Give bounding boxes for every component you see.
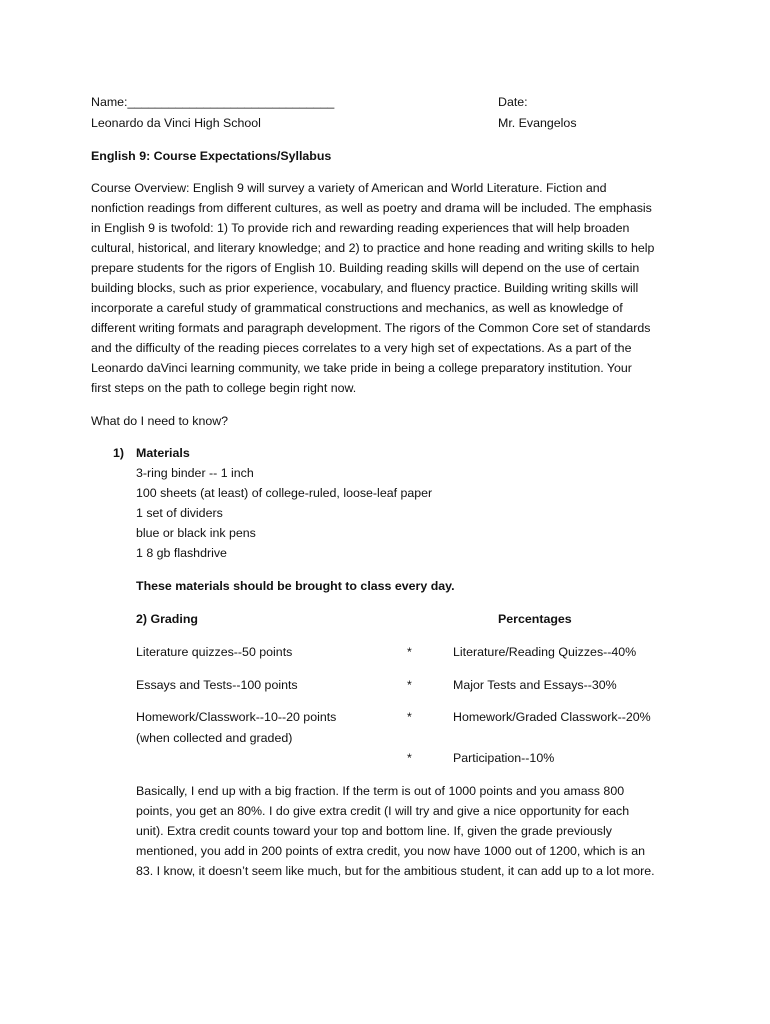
explanation-line: 83. I know, it doesn’t seem like much, but for the ambitious student, it can add up to a lot more. xyxy=(136,864,655,878)
bullet-asterisk: * xyxy=(407,751,412,765)
course-overview-paragraph xyxy=(91,178,654,398)
grading-points-item: Essays and Tests--100 points xyxy=(136,678,298,692)
overview-line: different writing formats and paragraph development. The rigors of the Common Core set of standards xyxy=(91,321,651,335)
explanation-line: mentioned, you add in 200 points of extra credit, you now have 1000 out of 1200, which is an xyxy=(136,844,646,858)
grading-heading: 2) Grading xyxy=(136,612,198,626)
bullet-asterisk: * xyxy=(407,645,412,659)
grading-points-item: Literature quizzes--50 points xyxy=(136,645,293,659)
teacher-name: Mr. Evangelos xyxy=(498,116,577,130)
materials-list-item: 3-ring binder -- 1 inch xyxy=(136,466,254,480)
materials-note: These materials should be brought to class every day. xyxy=(136,579,455,593)
overview-line: cultural, historical, and literary knowledge; and 2) to practice and hone reading and writing skills to help xyxy=(91,241,655,255)
overview-line: prepare students for the rigors of English 10. Building reading skills will depend on the use of certain xyxy=(91,261,640,275)
overview-line: Course Overview: English 9 will survey a variety of American and World Literature. Fiction and xyxy=(91,181,607,195)
explanation-line: points, you get an 80%. I do give extra credit (I will try and give a nice opportunity for each xyxy=(136,804,630,818)
grading-percentage-item: Major Tests and Essays--30% xyxy=(453,678,617,692)
bullet-asterisk: * xyxy=(407,710,412,724)
overview-line: nonfiction readings from different cultures, as well as poetry and drama will be included. The emphasis xyxy=(91,201,652,215)
overview-line: building blocks, such as prior experience, vocabulary, and fluency practice. Building writing skills will xyxy=(91,281,639,295)
grading-points-note: (when collected and graded) xyxy=(136,731,293,745)
materials-list xyxy=(136,463,432,563)
materials-list-item: 1 8 gb flashdrive xyxy=(136,546,227,560)
grading-percentage-item: Literature/Reading Quizzes--40% xyxy=(453,645,637,659)
document-title: English 9: Course Expectations/Syllabus xyxy=(91,149,332,163)
percentages-heading: Percentages xyxy=(498,612,572,626)
explanation-line: Basically, I end up with a big fraction. If the term is out of 1000 points and you amass 800 xyxy=(136,784,625,798)
overview-line: Leonardo daVinci learning community, we take pride in being a college preparatory institution. Your xyxy=(91,361,632,375)
overview-line: and the difficulty of the reading pieces correlates to a very high set of expectations. As a part of the xyxy=(91,341,632,355)
grading-explanation-paragraph xyxy=(136,781,655,881)
explanation-line: unit). Extra credit counts toward your top and bottom line. If, given the grade previously xyxy=(136,824,612,838)
school-name: Leonardo da Vinci High School xyxy=(91,116,261,130)
grading-percentage-item: Participation--10% xyxy=(453,751,555,765)
materials-list-item: blue or black ink pens xyxy=(136,526,256,540)
overview-line: first steps on the path to college begin right now. xyxy=(91,381,357,395)
materials-list-item: 1 set of dividers xyxy=(136,506,223,520)
section-question: What do I need to know? xyxy=(91,414,229,428)
date-field-label: Date: xyxy=(498,95,528,109)
overview-line: in English 9 is twofold: 1) To provide rich and rewarding reading experiences that will help broaden xyxy=(91,221,630,235)
materials-list-item: 100 sheets (at least) of college-ruled, loose-leaf paper xyxy=(136,486,433,500)
overview-line: incorporate a careful study of grammatical constructions and mechanics, as well as knowledge of xyxy=(91,301,623,315)
materials-number: 1) xyxy=(113,446,125,460)
name-field-label: Name:______________________________ xyxy=(91,95,335,109)
materials-heading: Materials xyxy=(136,446,190,460)
grading-percentage-item: Homework/Graded Classwork--20% xyxy=(453,710,651,724)
bullet-asterisk: * xyxy=(407,678,412,692)
grading-points-item: Homework/Classwork--10--20 points xyxy=(136,710,337,724)
